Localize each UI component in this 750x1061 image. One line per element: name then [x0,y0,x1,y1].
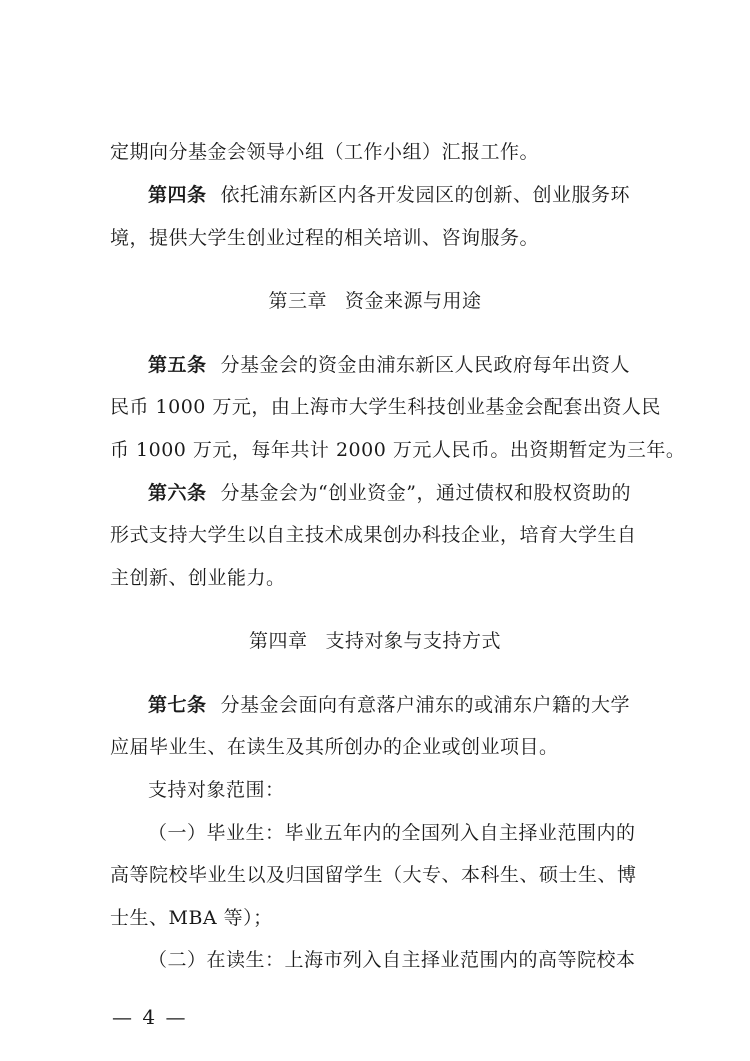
scope-item-2-line-1: （二）在读生：上海市列入自主择业范围内的高等院校本 [148,949,636,971]
article-7-text: 分基金会面向有意落户浦东的或浦东户籍的大学 [220,694,631,716]
chapter-3-heading [0,287,750,315]
scope-title: 支持对象范围： [148,779,285,801]
article-6-line-3: 主创新、创业能力。 [110,567,286,589]
article-4-label: 第四条 [148,184,207,206]
article-5-line-2: 民币 1000 万元，由上海市大学生科技创业基金会配套出资人民 [110,396,661,418]
article-4-line-2: 境，提供大学生创业过程的相关培训、咨询服务。 [110,227,540,249]
article-6-text: 分基金会为“创业资金”，通过债权和股权资助的 [220,482,631,504]
chapter-4-number: 第四章 [248,630,308,652]
scope-item-1-line-2: 高等院校毕业生以及归国留学生（大专、本科生、硕士生、博 [110,864,637,886]
article-5-label: 第五条 [148,354,207,376]
article-7-line-2: 应届毕业生、在读生及其所创办的企业或创业项目。 [110,736,559,758]
article-6-line-1 [148,479,650,507]
chapter-4-heading [0,627,750,655]
article-5-text: 分基金会的资金由浦东新区人民政府每年出资人 [220,354,631,376]
scope-item-1-line-3: 士生、MBA 等）； [110,907,273,929]
article-5-line-3: 币 1000 万元，每年共计 2000 万元人民币。出资期暂定为三年。 [110,439,686,461]
page-number: — 4 — [112,1005,188,1029]
article-6-label: 第六条 [148,482,207,504]
article-7-line-1 [148,691,650,719]
article-7-label: 第七条 [148,694,207,716]
chapter-3-number: 第三章 [268,290,327,312]
chapter-4-title: 支持对象与支持方式 [325,630,502,652]
article-4-line-1 [148,181,650,209]
chapter-3-title: 资金来源与用途 [345,290,482,312]
article-4-text: 依托浦东新区内各开发园区的创新、创业服务环 [220,184,631,206]
scope-item-1-line-1: （一）毕业生：毕业五年内的全国列入自主择业范围内的 [148,822,636,844]
article-6-line-2: 形式支持大学生以自主技术成果创办科技企业，培育大学生自 [110,524,637,546]
paragraph-line: 定期向分基金会领导小组（工作小组）汇报工作。 [110,141,540,163]
article-5-line-1 [148,351,650,379]
